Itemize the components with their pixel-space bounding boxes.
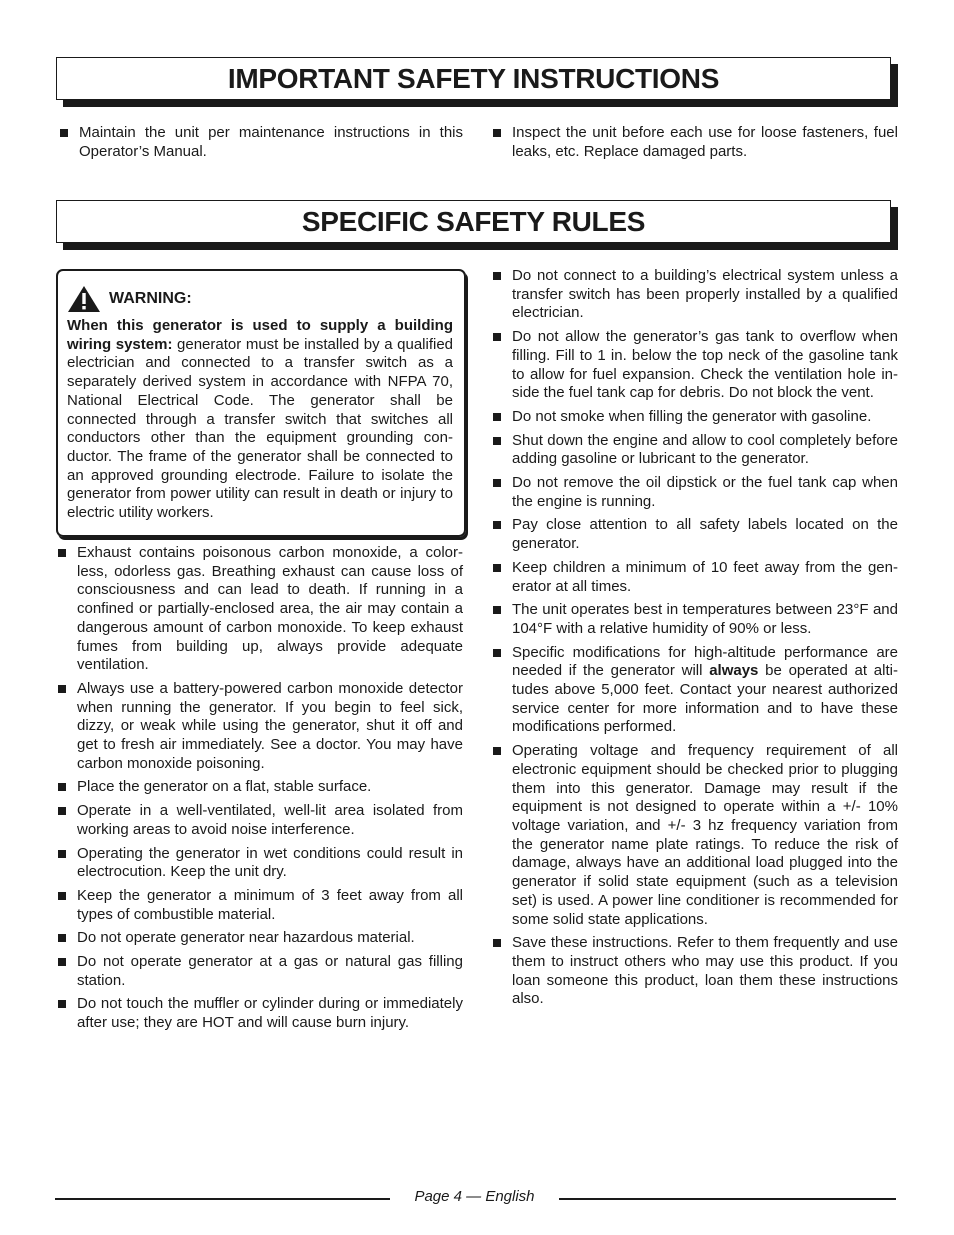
item-text: Pay close attention to all safety labels located on the generator. (512, 516, 898, 553)
list-item (491, 516, 898, 553)
item-text: Keep children a minimum of 10 feet away from the generator at all times. (512, 558, 898, 595)
item-text: Shut down the engine and allow to cool completely before adding gasoline or lubricant to the generator. (512, 431, 898, 468)
bullet-square-icon (58, 934, 66, 942)
bullet-square-icon (58, 850, 66, 858)
item-text: be operated at altitudes above 5,000 feet. Contact your nearest authorized service center for more information and to have these modifications performed. (512, 662, 898, 736)
footer-rule-left (55, 1198, 390, 1200)
bullet-square-icon (493, 521, 501, 529)
bullet-square-icon (58, 1000, 66, 1008)
left-rules-list (56, 544, 463, 1033)
item-text: Maintain the unit per maintenance instructions in this Operator’s Manual. (79, 124, 463, 160)
top-left-column (58, 124, 463, 166)
right-rules-list (491, 267, 898, 1009)
list-item (56, 887, 463, 924)
item-text: Do not operate generator near hazardous material. (77, 929, 415, 947)
list-item (491, 474, 898, 511)
warning-title: WARNING: (109, 289, 192, 307)
warning-triangle-icon (67, 285, 101, 313)
item-text: Operating the generator in wet conditions could result in electrocution. Keep the unit dry. (77, 844, 463, 881)
item-text: Save these instructions. Refer to them frequently and use them to instruct others who may use this product. If you loan someone this product, loan them these instructions also. (512, 934, 898, 1008)
important-safety-instructions-banner (56, 57, 891, 100)
list-item (491, 559, 898, 596)
bullet-square-icon (58, 892, 66, 900)
bullet-square-icon (493, 939, 501, 947)
list-item (491, 432, 898, 469)
warning-body: generator must be installed by a qualified electrician and connected to a transfer switch as a separately derived system in accordance with NFPA 70, National Electrical Code. The generator shall be connected through a transfer switch that switches all conductors other than the equipment grounding conductor. The frame of the generator shall be connected to an approved grounding electrode. Failure to isolate the generator from power utility can result in death or injury to electric utility workers. (67, 335, 454, 522)
item-text: Inspect the unit before each use for loose fasteners, fuel leaks, etc. Replace damaged parts. (512, 124, 898, 160)
item-text: Keep the generator a minimum of 3 feet away from all types of combustible material. (77, 886, 463, 923)
list-item (56, 929, 463, 948)
bullet-square-icon (58, 685, 66, 693)
bullet-square-icon (493, 437, 501, 445)
bullet-square-icon (493, 413, 501, 421)
bullet-square-icon (58, 807, 66, 815)
warning-text (67, 317, 453, 523)
item-text: Exhaust contains poisonous carbon monoxide, a colorless, odorless gas. Breathing exhaust can cause loss of consciousness and can lead to death. If running in a confined or partially-enclosed area, the air may contain a dangerous amount of carbon monoxide. To keep exhaust fumes from building up, always provide adequate ventilation. (77, 544, 463, 674)
bullet-square-icon (493, 606, 501, 614)
item-text-bold: always (709, 662, 759, 680)
bullet-square-icon (493, 333, 501, 341)
item-text: Always use a battery-powered carbon monoxide detector when running the generator. If you begin to feel sick, dizzy, or weak while using the generator, shut it off and get to fresh air immediately. See a doctor. You may have carbon monoxide poisoning. (77, 679, 463, 772)
list-item (491, 742, 898, 929)
bullet-square-icon (493, 649, 501, 657)
bullet-square-icon (493, 272, 501, 280)
item-text: Do not allow the generator’s gas tank to overflow when filling. Fill to 1 in. below the top neck of the gasoline tank to allow for fuel expansion. Check the ventilation hole inside the fuel tank cap for debris. Do not block the vent. (512, 328, 898, 402)
bullet-square-icon (58, 958, 66, 966)
list-item (491, 267, 898, 323)
bullet-square-icon (58, 783, 66, 791)
list-item (56, 544, 463, 675)
item-text: Specific modifications for high-altitude performance are needed if the generator will (512, 643, 898, 680)
banner-title: IMPORTANT SAFETY INSTRUCTIONS (227, 62, 720, 94)
item-text: Do not operate generator at a gas or natural gas filling station. (77, 953, 463, 989)
list-item (56, 845, 463, 882)
left-column (56, 544, 463, 1038)
list-item (491, 934, 898, 1009)
item-text: Do not touch the muffler or cylinder during or immediately after use; they are HOT and will cause burn injury. (77, 995, 463, 1032)
specific-safety-rules-banner (56, 200, 891, 243)
list-item (491, 124, 898, 161)
page-number: Page 4 — English (414, 1188, 535, 1205)
item-text: Do not connect to a building’s electrical system unless a transfer switch has been properly installed by a qualified electrician. (512, 267, 898, 322)
list-item (56, 680, 463, 774)
list-item (56, 778, 463, 797)
list-item (491, 601, 898, 638)
footer-rule-right (559, 1198, 896, 1200)
item-text: Do not smoke when filling the generator with gasoline. (512, 407, 872, 425)
right-column (491, 267, 898, 1014)
top-left-list (58, 124, 463, 161)
top-right-list (491, 124, 898, 161)
item-text: The unit operates best in temperatures between 23°F and 104°F with a relative humidity of 90% or less. (512, 601, 898, 637)
list-item (56, 953, 463, 990)
bullet-square-icon (493, 479, 501, 487)
top-right-column (491, 124, 898, 166)
bullet-square-icon (493, 564, 501, 572)
bullet-square-icon (493, 747, 501, 755)
warning-box (56, 269, 466, 537)
bullet-square-icon (58, 549, 66, 557)
bullet-square-icon (60, 129, 68, 137)
list-item (491, 644, 898, 738)
item-text: Operating voltage and frequency requirement of all electronic equipment should be checked prior to plugging them into this generator. Damage may result if the equipment is not designed to operate within a +/- 10% voltage variation, and +/- 3 hz frequency variation from the generator name plate ratings. To reduce the risk of damage, always have an additional load plugged into the generator if solid state equipment (such as a television set) is used. A power line conditioner is recommended for some solid state applications. (512, 742, 898, 928)
warning-lead: When this generator is used to supply a building wiring system: (67, 317, 453, 353)
list-item (491, 328, 898, 403)
warning-header (67, 285, 453, 313)
bullet-square-icon (493, 129, 501, 137)
list-item (56, 995, 463, 1032)
item-text: Do not remove the oil dipstick or the fuel tank cap when the engine is running. (512, 474, 898, 510)
list-item (491, 408, 898, 427)
item-text: Place the generator on a flat, stable surface. (77, 778, 372, 796)
list-item (58, 124, 463, 161)
list-item (56, 802, 463, 839)
item-text: Operate in a well-ventilated, well-lit area isolated from working areas to avoid noise interference. (77, 802, 463, 838)
banner-title: SPECIFIC SAFETY RULES (301, 205, 646, 237)
